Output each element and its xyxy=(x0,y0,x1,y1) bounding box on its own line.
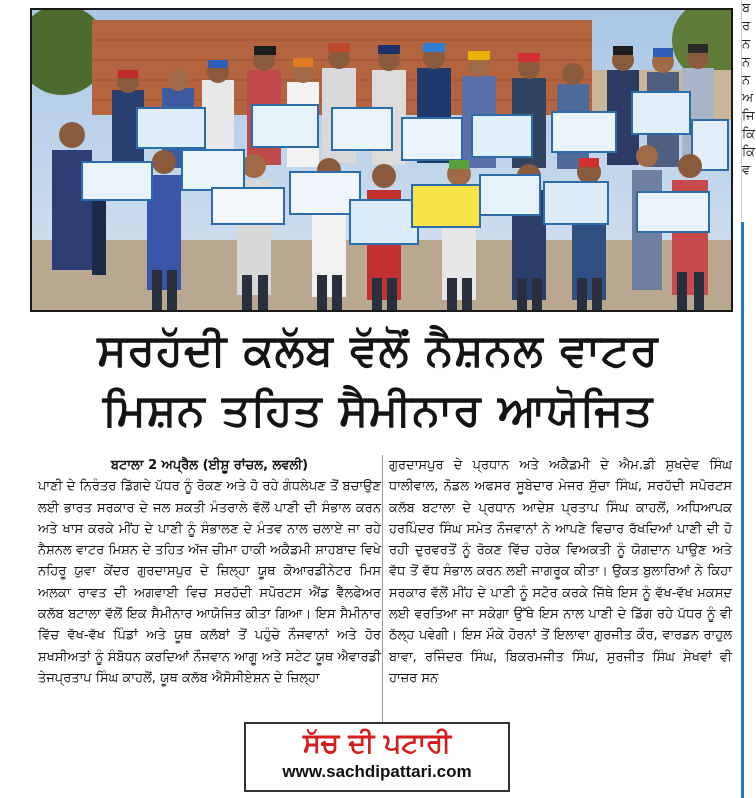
dateline: ਬਟਾਲਾ 2 ਅਪ੍ਰੈਲ (ਈਸ਼ੂ ਰਾਂਚਲ, ਲਵਲੀ) xyxy=(110,458,309,473)
fragment-line: ਨ xyxy=(742,37,751,52)
article-body-right: ਗੁਰਦਾਸਪੁਰ ਦੇ ਪ੍ਰਧਾਨ ਅਤੇ ਅਕੈਡਮੀ ਦੇ ਐਮ.ਡੀ ਸੁਖਦੇਵ ਸਿੰਘ ਧਾਲੀਵਾਲ, ਨੋਡਲ ਅਫਸਰ ਸੂਬੇਦਾਰ ਮੇਜਰ ਸੁੱਚਾ ਸਿੰਘ, ਸਰਹੱਦੀ ਸਪੋਰਟਸ ਕਲੱਬ ਬਟਾਲਾ ਦੇ ਪ੍ਰਧਾਨ ਆਦੇਸ਼ ਪ੍ਰਤਾਪ ਸਿੰਘ ਕਾਹਲੋਂ, ਅਧਿਆਪਕ ਹਰਪਿੰਦਰ ਸਿੰਘ ਸਮੇਤ ਨੌਜਵਾਨਾਂ ਨੇ ਆਪਣੇ ਵਿਚਾਰ ਰੱਖਦਿਆਂ ਪਾਣੀ ਦੀ ਹੋ ਰਹੀ ਦੁਰਵਰਤੋਂ ਨੂੰ ਰੋਕਣ ਵਿੱਚ ਹਰੇਕ ਵਿਅਕਤੀ ਨੂੰ ਯੋਗਦਾਨ ਪਾਉਣ ਅਤੇ ਵੱਧ ਤੋਂ ਵੱਧ ਸੰਭਾਲ ਕਰਨ ਲਈ ਜਾਗਰੂਕ ਕੀਤਾ। ਉਕਤ ਬੁਲਾਰਿਆਂ ਨੇ ਕਿਹਾ ਸਰਕਾਰ ਵੱਲੋਂ ਮੀਂਹ ਦੇ ਪਾਣੀ ਨੂੰ ਸਟੋਰ ਕਰਕੇ ਜਿੱਥੇ ਇਸ ਨੂੰ ਵੱਖ-ਵੱਖ ਮਕਸਦ ਲਈ ਵਰਤਿਆ ਜਾ ਸਕੇਗਾ ਉੱਥੇ ਇਸ ਨਾਲ ਪਾਣੀ ਦੇ ਡਿੱਗ ਰਹੇ ਪੱਧਰ ਨੂੰ ਵੀ ਠੱਲ੍ਹ ਪਵੇਗੀ। ਇਸ ਮੌਕੇ ਹੋਰਨਾਂ ਤੋਂ ਇਲਾਵਾ ਗੁਰਜੀਤ ਕੌਰ, ਵਾਰਡਨ ਰਾਹੁਲ ਬਾਵਾ, ਰਜਿੰਦਰ ਸਿੰਘ, ਬਿਕਰਮਜੀਤ ਸਿੰਘ, ਸੁਰਜੀਤ ਸਿੰਘ ਸੇਖਵਾਂ ਵੀ ਹਾਜ਼ਰ ਸਨ xyxy=(389,458,732,686)
fragment-line: ਅ xyxy=(742,91,754,106)
article-column-left xyxy=(38,455,381,689)
publisher-website: www.sachdipattari.com xyxy=(282,762,472,781)
fragment-line: ਕਿ xyxy=(742,127,756,142)
headline-line-1: ਸਰਹੱਦੀ ਕਲੱਬ ਵੱਲੋਂ ਨੈਸ਼ਨਲ ਵਾਟਰ xyxy=(97,325,659,376)
group-photo-illustration xyxy=(32,10,731,310)
news-photo xyxy=(30,8,733,312)
publisher-name: ਸੱਚ ਦੀ ਪਟਾਰੀ xyxy=(302,728,452,759)
fragment-line: ਕਿ xyxy=(742,145,756,160)
fragment-line: ਵ xyxy=(742,163,751,178)
adjacent-column-fragment xyxy=(741,0,756,220)
adjacent-box-border xyxy=(741,222,756,798)
publisher-watermark xyxy=(244,722,510,792)
fragment-line: ਨ xyxy=(742,55,751,70)
fragment-line: ਬ xyxy=(742,1,751,16)
fragment-line: ਜਿ xyxy=(742,109,755,124)
fragment-line: ਨ xyxy=(742,73,751,88)
article-column-right xyxy=(389,455,732,689)
headline-line-2: ਮਿਸ਼ਨ ਤਹਿਤ ਸੈਮੀਨਾਰ ਆਯੋਜਿਤ xyxy=(102,385,654,436)
fragment-line: ਰ xyxy=(742,19,751,34)
article-body-left: ਪਾਣੀ ਦੇ ਨਿਰੰਤਰ ਡਿੱਗਦੇ ਪੱਧਰ ਨੂੰ ਰੋਕਣ ਅਤੇ ਹੋ ਰਹੇ ਗੰਧਲੇਪਣ ਤੋਂ ਬਚਾਉਣ ਲਈ ਭਾਰਤ ਸਰਕਾਰ ਦੇ ਜਲ ਸ਼ਕਤੀ ਮੰਤਰਾਲੇ ਵੱਲੋਂ ਪਾਣੀ ਦੀ ਸੰਭਾਲ ਕਰਨ ਅਤੇ ਖਾਸ ਕਰਕੇ ਮੀਂਹ ਦੇ ਪਾਣੀ ਨੂੰ ਸੰਭਾਲਣ ਦੇ ਮੰਤਵ ਨਾਲ ਚਲਾਏ ਜਾ ਰਹੇ ਨੈਸ਼ਨਲ ਵਾਟਰ ਮਿਸ਼ਨ ਦੇ ਤਹਿਤ ਅੱਜ ਚੀਮਾ ਹਾਕੀ ਅਕੈਡਮੀ ਸ਼ਾਹਬਾਦ ਵਿਖੇ ਨਹਿਰੂ ਯੁਵਾ ਕੇਂਦਰ ਗੁਰਦਾਸਪੁਰ ਦੇ ਜ਼ਿਲ੍ਹਾ ਯੂਥ ਕੋਆਰਡੀਨੇਟਰ ਮਿਸ ਅਲਕਾ ਰਾਵਤ ਦੀ ਅਗਵਾਈ ਵਿਚ ਸਰਹੱਦੀ ਸਪੋਰਟਸ ਐਂਡ ਵੈੱਲਫੇਅਰ ਕਲੱਬ ਬਟਾਲਾ ਵੱਲੋਂ ਇਕ ਸੈਮੀਨਾਰ ਆਯੋਜਿਤ ਕੀਤਾ ਗਿਆ। ਇਸ ਸੈਮੀਨਾਰ ਵਿੱਚ ਵੱਖ-ਵੱਖ ਪਿੰਡਾਂ ਅਤੇ ਯੂਥ ਕਲੱਬਾਂ ਤੋਂ ਪਹੁੰਚੇ ਨੌਜਵਾਨਾਂ ਅਤੇ ਹੋਰ ਸ਼ਖਸੀਅਤਾਂ ਨੂੰ ਸੰਬੋਧਨ ਕਰਦਿਆਂ ਨੌਜਵਾਨ ਆਗੂ ਅਤੇ ਸਟੇਟ ਯੂਥ ਐਵਾਰਡੀ ਤੇਜਪ੍ਰਤਾਪ ਸਿੰਘ ਕਾਹਲੋਂ, ਯੂਥ ਕਲੱਬ ਐਸੋਸੀਏਸ਼ਨ ਦੇ ਜ਼ਿਲ੍ਹਾ xyxy=(38,479,381,686)
